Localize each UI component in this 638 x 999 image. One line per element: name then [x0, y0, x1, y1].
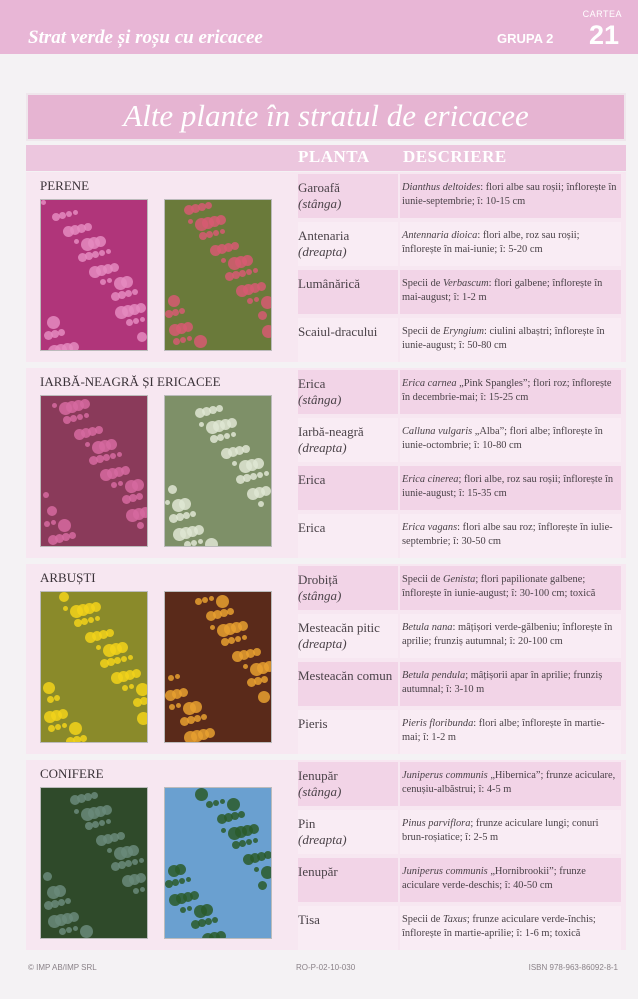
latin-name: Calluna vulgaris — [402, 426, 473, 437]
iarba-neagra-photo — [164, 395, 272, 547]
latin-name: Juniperus communis — [402, 770, 488, 781]
plant-name-cell — [298, 710, 398, 754]
plant-name-cell — [298, 222, 398, 266]
plant-name-cell — [298, 318, 398, 362]
plant-description-cell — [400, 858, 621, 902]
plant-name: Ienupăr (stânga) — [298, 768, 342, 799]
ienupar-photo — [40, 787, 148, 939]
plant-description-cell — [400, 614, 621, 658]
copyright: © IMP AB/IMP SRL — [28, 963, 97, 972]
latin-name: Juniperus communis — [402, 866, 488, 877]
plant-name-cell — [298, 566, 398, 610]
plant-name-cell — [298, 466, 398, 510]
latin-name: Dianthus deltoides — [402, 182, 481, 193]
plant-name: Pin (dreapta) — [298, 816, 347, 847]
photo-position: (stânga) — [298, 588, 342, 603]
plant-group — [26, 564, 626, 754]
latin-name: Genista — [442, 574, 476, 585]
latin-name: Pinus parviflora — [402, 818, 471, 829]
plant-name: Scaiul-dracului — [298, 324, 378, 339]
plant-description-cell — [400, 270, 621, 314]
photo-position: (stânga) — [298, 784, 342, 799]
plant-description: Pieris floribunda: flori albe; înflorește în martie-mai; î: 1-2 m — [402, 718, 605, 743]
plant-description: Juniperus communis „Hibernica”; frunze aciculare, cenușiu-albăstrui; î: 4-5 m — [402, 770, 616, 795]
plant-name-cell — [298, 614, 398, 658]
group-title: IARBĂ-NEAGRĂ ȘI ERICACEE — [40, 374, 221, 389]
photo-position: (dreapta) — [298, 832, 347, 847]
plant-description-cell — [400, 566, 621, 610]
photo-position: (dreapta) — [298, 244, 347, 259]
plant-description: Specii de Taxus; frunze aciculare verde-închis; înflorește în martie-aprilie; î: 1-6 m; toxică — [402, 914, 596, 939]
plant-description-cell — [400, 762, 621, 806]
plant-description: Specii de Verbascum: flori galbene; înflorește în mai-august; î: 1-2 m — [402, 278, 603, 303]
mesteacan-pitic-photo — [164, 591, 272, 743]
garoafa-photo — [40, 199, 148, 351]
plant-name: Erica — [298, 472, 326, 487]
group-title: CONIFERE — [40, 766, 104, 781]
chapter-title: Strat verde și roșu cu ericacee — [28, 27, 263, 48]
plant-description-cell — [400, 466, 621, 510]
plant-name: Garoafă (stânga) — [298, 180, 342, 211]
drobita-photo — [40, 591, 148, 743]
isbn: ISBN 978-963-86092-8-1 — [528, 963, 618, 972]
latin-name: Verbascum — [442, 278, 489, 289]
plant-name: Erica — [298, 520, 326, 535]
plant-description: Juniperus communis „Hornibrookii”; frunze aciculare verde-deschis; î: 40-50 cm — [402, 866, 586, 891]
plant-description: Pinus parviflora; frunze aciculare lungi; conuri brun-roșiatice; î: 2-5 m — [402, 818, 599, 843]
latin-name: Pieris floribunda — [402, 718, 474, 729]
section-banner — [26, 93, 626, 141]
plant-description: Erica cinerea; flori albe, roz sau roșii; înflorește în iunie-august; î: 15-35 cm — [402, 474, 614, 499]
plant-name-cell — [298, 810, 398, 854]
plant-description-cell — [400, 370, 621, 414]
plant-name: Erica (stânga) — [298, 376, 342, 407]
plant-name-cell — [298, 858, 398, 902]
plant-description-cell — [400, 810, 621, 854]
plant-description-cell — [400, 418, 621, 462]
plant-name-cell — [298, 270, 398, 314]
plant-description: Specii de Eryngium: ciulini albaștri; înflorește în iunie-august; î: 50-80 cm — [402, 326, 605, 351]
section-title: Alte plante în stratul de ericacee — [123, 98, 529, 133]
photo-position: (stânga) — [298, 392, 342, 407]
page-number: 21 — [589, 20, 620, 50]
plant-description-cell — [400, 318, 621, 362]
plant-name: Mesteacăn pitic (dreapta) — [298, 620, 380, 651]
photo-position: (dreapta) — [298, 636, 347, 651]
plant-description: Erica vagans: flori albe sau roz; înflorește în iulie-septembrie; î: 30-50 cm — [402, 522, 613, 547]
plant-name: Tisa — [298, 912, 320, 927]
photo-position: (dreapta) — [298, 440, 347, 455]
page-header — [0, 0, 638, 54]
plant-description: Dianthus deltoides: flori albe sau roșii; înflorește în iunie-septembrie; î: 10-15 cm — [402, 182, 617, 207]
plant-name: Pieris — [298, 716, 328, 731]
plant-name: Drobiță (stânga) — [298, 572, 342, 603]
plant-group — [26, 368, 626, 558]
plant-description: Calluna vulgaris „Alba”; flori albe; înflorește în iunie-octombrie; î: 10-80 cm — [402, 426, 603, 451]
erica-photo — [40, 395, 148, 547]
plant-group — [26, 172, 626, 362]
plant-name-cell — [298, 418, 398, 462]
plant-name-cell — [298, 174, 398, 218]
latin-name: Betula nana — [402, 622, 453, 633]
plant-name-cell — [298, 662, 398, 706]
plant-description: Betula nana: mâțișori verde-gălbeniu; înflorește în aprilie; frunziș autumnal; î: 20-100 cm — [402, 622, 613, 647]
plant-name: Ienupăr — [298, 864, 338, 879]
plant-name-cell — [298, 370, 398, 414]
group-label: GRUPA 2 — [497, 31, 554, 46]
plant-name: Mesteacăn comun — [298, 668, 393, 683]
column-header-descriere: DESCRIERE — [403, 147, 507, 166]
plant-name: Iarbă-neagră (dreapta) — [298, 424, 364, 455]
photo-position: (stânga) — [298, 196, 342, 211]
group-title: PERENE — [40, 178, 90, 193]
latin-name: Antennaria dioica — [402, 230, 478, 241]
book-label: CARTEA — [582, 9, 622, 19]
latin-name: Taxus — [442, 914, 467, 925]
column-header-planta: PLANTA — [298, 147, 370, 166]
latin-name: Betula pendula — [402, 670, 466, 681]
plant-description-cell — [400, 174, 621, 218]
latin-name: Erica vagans — [402, 522, 458, 533]
plant-name-cell — [298, 906, 398, 950]
plant-description: Antennaria dioica: flori albe, roz sau roșii; înflorește în mai-iunie; î: 5-20 cm — [402, 230, 580, 255]
plant-description: Erica carnea „Pink Spangles”; flori roz; înflorește în decembrie-mai; î: 15-25 cm — [402, 378, 612, 403]
plant-description-cell — [400, 514, 621, 558]
pin-photo — [164, 787, 272, 939]
latin-name: Erica carnea — [402, 378, 457, 389]
group-title: ARBUȘTI — [40, 570, 96, 585]
plant-description-cell — [400, 906, 621, 950]
plant-description: Specii de Genista; flori papilionate galbene; înflorește în iunie-august; î: 30-100 cm; toxică — [402, 574, 596, 599]
latin-name: Erica cinerea — [402, 474, 459, 485]
product-code: RO-P-02-10-030 — [296, 963, 356, 972]
plant-name-cell — [298, 762, 398, 806]
plant-description-cell — [400, 662, 621, 706]
latin-name: Eryngium — [442, 326, 484, 337]
antenaria-photo — [164, 199, 272, 351]
plant-description-cell — [400, 222, 621, 266]
plant-name: Antenaria (dreapta) — [298, 228, 350, 259]
plant-description-cell — [400, 710, 621, 754]
plant-description: Betula pendula; mâțișorii apar în aprilie; frunziș autumnal; î: 3-10 m — [402, 670, 603, 695]
plant-name-cell — [298, 514, 398, 558]
plant-group — [26, 760, 626, 950]
plant-name: Lumânărică — [298, 276, 361, 291]
